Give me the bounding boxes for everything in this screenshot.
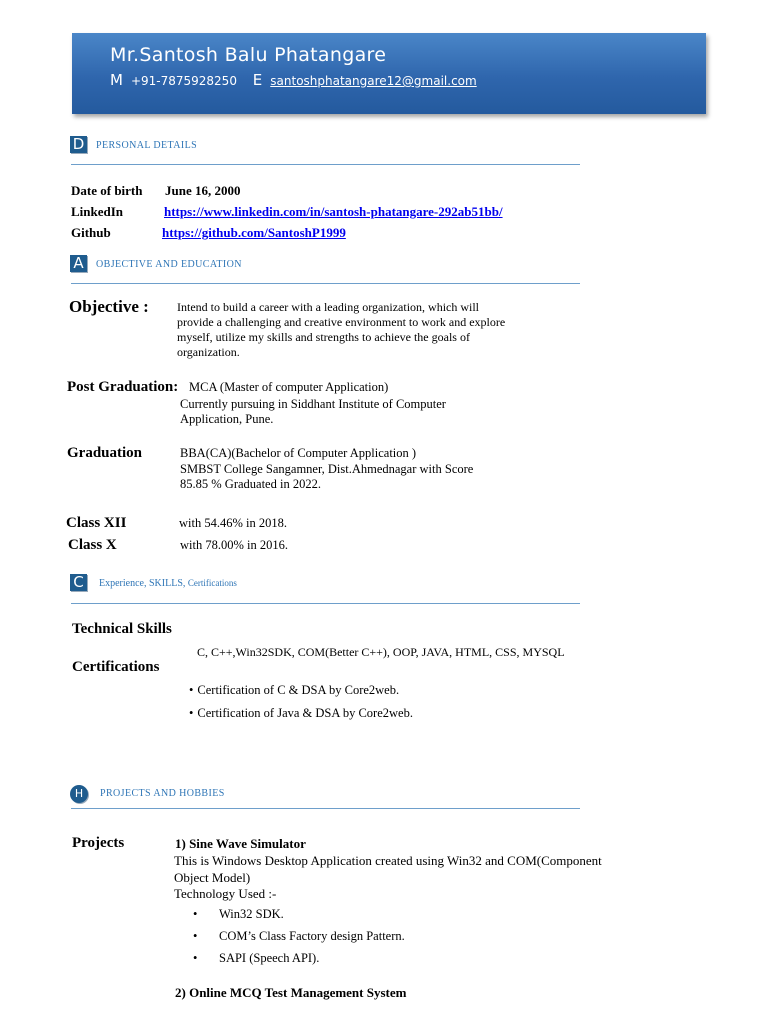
class-x-value: with 78.00% in 2016.	[180, 538, 288, 552]
bullet-icon: •	[193, 929, 198, 943]
email-label: E	[252, 71, 263, 89]
post-graduation-line: MCA (Master of computer Application)	[189, 380, 389, 394]
project-2-title: 2) Online MCQ Test Management System	[175, 985, 407, 1000]
section-divider	[71, 603, 580, 604]
objective-line: provide a challenging and creative environment to work and explore	[177, 315, 506, 329]
section-divider	[71, 283, 580, 284]
class-x-label: Class X	[68, 537, 117, 553]
project-1-title: 1) Sine Wave Simulator	[175, 836, 306, 851]
objective-education-title: OBJECTIVE AND EDUCATION	[96, 259, 242, 270]
tech-text: COM’s Class Factory design Pattern.	[219, 929, 405, 943]
experience-icon: C	[70, 574, 87, 591]
objective-label: Objective :	[69, 297, 149, 316]
certification-item	[189, 706, 413, 721]
linkedin-link[interactable]: https://www.linkedin.com/in/santosh-phatangare-292ab51bb/	[164, 204, 503, 219]
graduation-line: BBA(CA)(Bachelor of Computer Application )	[180, 446, 417, 460]
certification-text: Certification of C & DSA by Core2web.	[197, 683, 400, 697]
objective-line: organization.	[177, 345, 240, 359]
personal-details-icon: D	[70, 136, 87, 153]
bullet-icon: •	[193, 907, 198, 921]
section-divider	[71, 164, 580, 165]
tech-text: Win32 SDK.	[219, 907, 284, 921]
graduation-line: SMBST College Sangamner, Dist.Ahmednagar with Score	[180, 461, 474, 476]
objective-line: Intend to build a career with a leading organization, which will	[177, 300, 480, 314]
projects-hobbies-icon: H	[70, 785, 88, 803]
certification-text: Certification of Java & DSA by Core2web.	[197, 706, 413, 720]
tech-text: SAPI (Speech API).	[219, 951, 320, 965]
experience-title-part: SKILLS,	[148, 578, 186, 589]
objective-text	[177, 300, 557, 360]
github-label: Github	[71, 225, 111, 240]
projects-label: Projects	[72, 835, 125, 851]
experience-title-part: Certifications	[187, 578, 237, 588]
projects-hobbies-title: PROJECTS AND HOBBIES	[100, 788, 225, 799]
objective-education-icon: A	[70, 255, 87, 272]
candidate-name: Mr.Santosh Balu Phatangare	[110, 44, 387, 66]
project-1-desc-line: This is Windows Desktop Application created using Win32 and COM(Component	[174, 853, 602, 868]
post-graduation-line: Application, Pune.	[180, 412, 274, 426]
dob-label: Date of birth	[71, 183, 143, 198]
contact-line	[110, 71, 477, 89]
github-link[interactable]: https://github.com/SantoshP1999	[162, 225, 346, 240]
dob-value: June 16, 2000	[165, 183, 241, 198]
post-graduation-text	[180, 380, 540, 428]
bullet-icon: •	[193, 951, 198, 965]
technical-skills-label: Technical Skills	[72, 621, 172, 637]
tech-item	[193, 951, 319, 966]
project-1-description	[174, 853, 602, 903]
phone-number: +91-7875928250	[130, 74, 237, 88]
experience-title	[99, 578, 237, 589]
bullet-icon: •	[189, 706, 194, 720]
graduation-text	[180, 446, 540, 493]
class-xii-value: with 54.46% in 2018.	[179, 516, 287, 530]
post-graduation-line: Currently pursuing in Siddhant Institute of Computer	[180, 396, 446, 411]
post-graduation-label: Post Graduation:	[67, 379, 179, 395]
technical-skills-value: C, C++,Win32SDK, COM(Better C++), OOP, JAVA, HTML, CSS, MYSQL	[197, 645, 565, 659]
experience-title-part: Experience,	[99, 578, 147, 589]
project-1-desc-line: Object Model)	[174, 869, 251, 885]
objective-line: myself, utilize my skills and strengths to achieve the goals of	[177, 330, 470, 344]
certification-item	[189, 683, 399, 698]
tech-item	[193, 907, 284, 922]
graduation-line: 85.85 % Graduated in 2022.	[180, 477, 321, 491]
certifications-label: Certifications	[72, 659, 160, 675]
email-link[interactable]: santoshphatangare12@gmail.com	[270, 74, 477, 88]
linkedin-label: LinkedIn	[71, 204, 124, 219]
phone-label: M	[110, 71, 123, 89]
tech-item	[193, 929, 405, 944]
project-1-tech-label: Technology Used :-	[174, 886, 277, 901]
graduation-label: Graduation	[67, 445, 143, 461]
section-divider	[71, 808, 580, 809]
bullet-icon: •	[189, 683, 194, 697]
class-xii-label: Class XII	[66, 515, 127, 531]
personal-details-title: PERSONAL DETAILS	[96, 140, 198, 151]
